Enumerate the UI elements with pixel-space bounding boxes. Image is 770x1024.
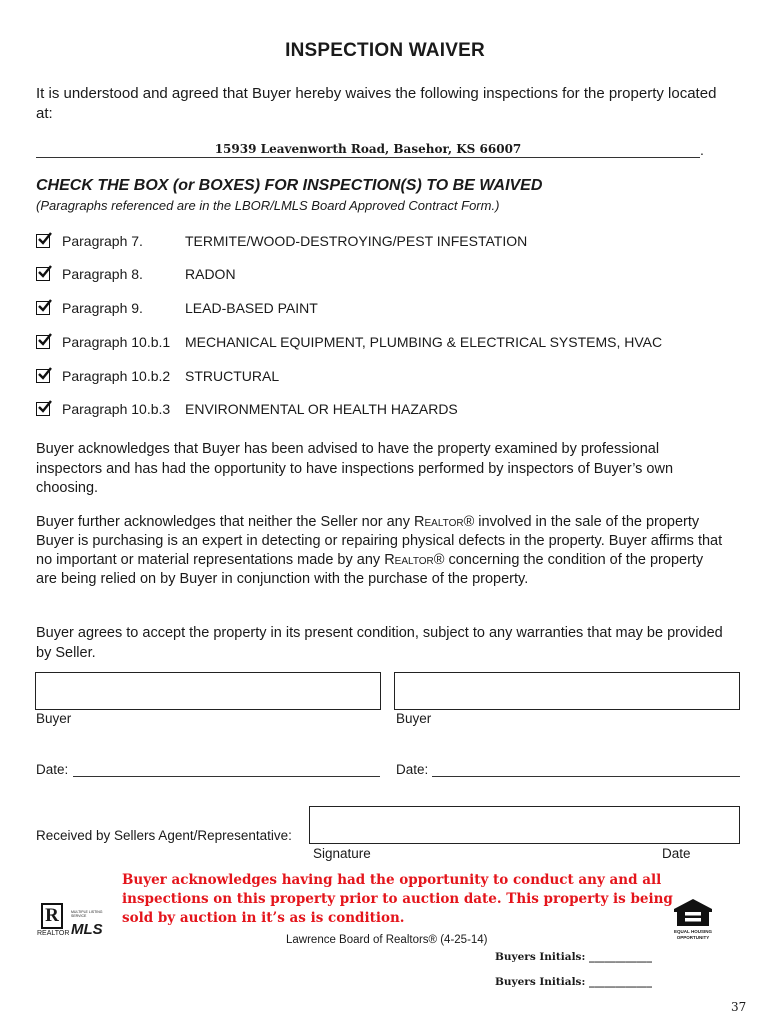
date-label-3: Date	[662, 846, 691, 861]
waiver-checkbox[interactable]	[36, 234, 50, 248]
disclaimer-text: involved in the sale of the property Buyer is purchasing is an expert in detecting or repairing physical defects in the property. Buyer affirms that no important or material representations made by any	[36, 514, 723, 568]
check-subheading: (Paragraphs referenced are in the LBOR/LMLS Board Approved Contract Form.)	[36, 198, 500, 213]
waiver-checkbox[interactable]	[36, 301, 50, 315]
paragraph-label: Paragraph 7.	[62, 233, 143, 249]
buyer-signature-box-2[interactable]	[394, 672, 740, 710]
paragraph-label: Paragraph 8.	[62, 266, 143, 282]
paragraph-label: Paragraph 10.b.2	[62, 368, 171, 384]
date-label-1: Date:	[36, 762, 69, 777]
property-address-field[interactable]	[36, 141, 700, 158]
disclaimer-text: Buyer further acknowledges that neither the Seller nor any	[36, 514, 415, 530]
buyer-initials-1[interactable]: Buyers Initials: ____________	[495, 951, 652, 963]
auction-note: Buyer acknowledges having had the opportunity to conduct any and all inspections on this property prior to auction date. This property is being sold by auction in it’s as is condition.	[122, 872, 673, 926]
footer-text: Lawrence Board of Realtors® (4-25-14)	[286, 934, 488, 946]
agent-signature-box[interactable]	[309, 806, 740, 844]
paragraph-label: Paragraph 9.	[62, 300, 143, 316]
realtor-text: REALTOR	[37, 930, 70, 937]
mls-small-text: MULTIPLE LISTING SERVICE	[71, 910, 103, 918]
eho-text-2: OPPORTUNITY	[676, 935, 710, 940]
waiver-row	[36, 333, 736, 353]
document-title: INSPECTION WAIVER	[285, 40, 485, 61]
realtor-disclaimer-paragraph	[36, 513, 726, 589]
page-number: 37	[731, 1000, 747, 1014]
mls-text: MLS	[71, 921, 103, 938]
received-by-label: Received by Sellers Agent/Representative:	[36, 828, 292, 843]
paragraph-label: Paragraph 10.b.3	[62, 401, 171, 417]
acceptance-paragraph: Buyer agrees to accept the property in its present condition, subject to any warranties that may be provided by Seller.	[36, 625, 723, 661]
waiver-description: MECHANICAL EQUIPMENT, PLUMBING & ELECTRICAL SYSTEMS, HVAC	[185, 334, 663, 350]
realtor-term: Realtor®	[384, 552, 445, 568]
waiver-checkbox[interactable]	[36, 402, 50, 416]
waiver-checkbox[interactable]	[36, 369, 50, 383]
equal-housing-icon	[670, 898, 716, 928]
waiver-row	[36, 400, 736, 420]
check-heading: CHECK THE BOX (or BOXES) FOR INSPECTION(S) TO BE WAIVED	[36, 177, 543, 194]
date-label-2: Date:	[396, 762, 429, 777]
buyer-signature-box-1[interactable]	[35, 672, 381, 710]
address-period: .	[700, 142, 704, 158]
waiver-description: ENVIRONMENTAL OR HEALTH HAZARDS	[185, 401, 458, 417]
paragraph-label: Paragraph 10.b.1	[62, 334, 171, 350]
waiver-description: RADON	[185, 266, 236, 282]
acknowledgment-paragraph: Buyer acknowledges that Buyer has been advised to have the property examined by professional inspectors and has had the opportunity to have inspections performed by inspectors of Buyer’s own choosing.	[36, 441, 674, 496]
waiver-checkbox[interactable]	[36, 335, 50, 349]
disclaimer-text: concerning the condition of the property are being relied on by Buyer in conjunction with the purchase of the property.	[36, 552, 704, 587]
property-address: 15939 Leavenworth Road, Basehor, KS 66007	[214, 142, 522, 156]
buyer-label-2: Buyer	[396, 711, 432, 726]
signature-label: Signature	[313, 846, 371, 861]
waiver-row	[36, 299, 736, 319]
realtor-term: Realtor®	[414, 514, 475, 530]
waiver-row	[36, 367, 736, 387]
realtor-r-icon: R	[41, 903, 63, 929]
intro-text: It is understood and agreed that Buyer hereby waives the following inspections for the property located at:	[36, 85, 717, 122]
waiver-description: STRUCTURAL	[185, 368, 280, 384]
waiver-checkbox[interactable]	[36, 267, 50, 281]
buyer-label-1: Buyer	[36, 711, 72, 726]
buyer-initials-2[interactable]: Buyers Initials: ____________	[495, 976, 652, 988]
waiver-row	[36, 265, 736, 285]
date-field-1[interactable]	[73, 762, 380, 777]
waiver-description: TERMITE/WOOD-DESTROYING/PEST INFESTATION	[185, 233, 528, 249]
waiver-description: LEAD-BASED PAINT	[185, 300, 318, 316]
realtor-mls-logo	[37, 903, 113, 943]
waiver-row	[36, 232, 736, 252]
equal-housing-logo	[670, 898, 716, 944]
date-field-2[interactable]	[432, 762, 740, 777]
eho-text-1: EQUAL HOUSING	[674, 929, 712, 934]
